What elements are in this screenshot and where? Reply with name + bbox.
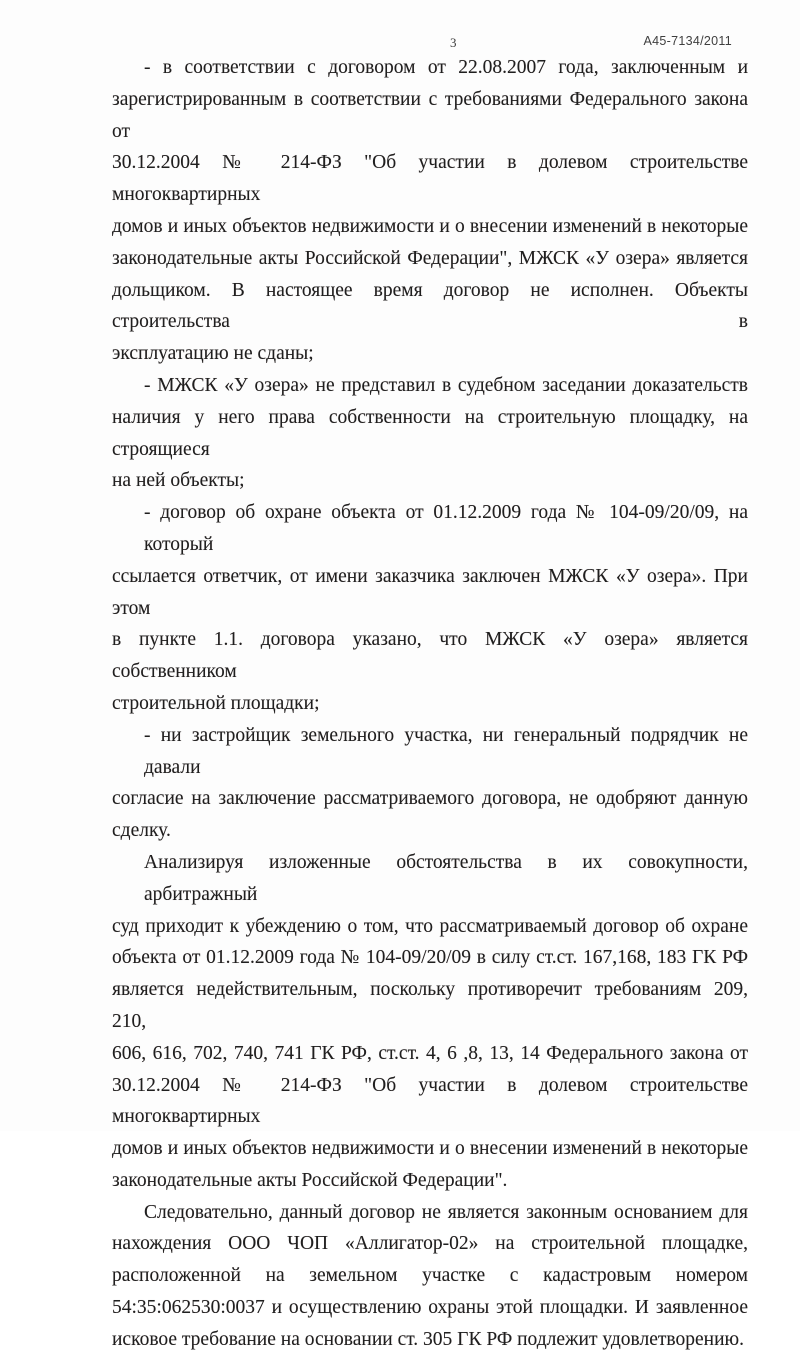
paragraph <box>112 52 748 370</box>
text-line: 54:35:062530:0037 и осуществлению охраны этой площадки. И заявленное <box>112 1297 748 1319</box>
text-line: строительной площадки; <box>112 692 320 714</box>
text-line: Анализируя изложенные обстоятельства в их совокупности, арбитражный <box>144 851 748 905</box>
text-line: согласие на заключение рассматриваемого договора, не одобряют данную <box>112 788 748 810</box>
text-line: нахождения ООО ЧОП «Аллигатор-02» на строительной площадке, <box>112 1233 748 1255</box>
text-line: - МЖСК «У озера» не представил в судебном заседании доказательств <box>144 374 748 396</box>
text-line: Следовательно, данный договор не является законным основанием для <box>144 1201 748 1223</box>
text-line: зарегистрированным в соответствии с требованиями Федерального закона от <box>112 88 748 142</box>
text-line: сделку. <box>112 820 171 842</box>
text-line: 30.12.2004 № 214-ФЗ "Об участии в долевом строительстве многоквартирных <box>112 1074 748 1128</box>
text-line: объекта от 01.12.2009 года № 104-09/20/09 в силу ст.ст. 167,168, 183 ГК РФ <box>112 947 748 969</box>
paragraph <box>112 847 748 1197</box>
paragraph <box>112 370 748 497</box>
text-line: на ней объекты; <box>112 470 245 492</box>
text-line: - ни застройщик земельного участка, ни генеральный подрядчик не давали <box>144 724 748 778</box>
text-line: эксплуатацию не сданы; <box>112 343 314 365</box>
text-line: является недействительным, поскольку противоречит требованиям 209, 210, <box>112 979 748 1032</box>
paragraph <box>112 1197 748 1356</box>
text-line: законодательные акты Российской Федерации". <box>112 1169 508 1191</box>
case-number: А45-7134/2011 <box>643 34 732 48</box>
page-number: 3 <box>450 35 457 50</box>
paragraph <box>112 720 748 847</box>
text-line: наличия у него права собственности на строительную площадку, на строящиеся <box>112 406 748 460</box>
text-line: 30.12.2004 № 214-ФЗ "Об участии в долевом строительстве многоквартирных <box>112 152 748 206</box>
text-line: исковое требование на основании ст. 305 ГК РФ подлежит удовлетворению. <box>112 1328 744 1350</box>
document-body <box>112 52 748 1356</box>
text-line: законодательные акты Российской Федерации", МЖСК «У озера» является <box>112 247 748 269</box>
paragraph <box>112 497 748 720</box>
text-line: 606, 616, 702, 740, 741 ГК РФ, ст.ст. 4, 6 ,8, 13, 14 Федерального закона от <box>112 1042 748 1064</box>
text-line: в пункте 1.1. договора указано, что МЖСК «У озера» является собственником <box>112 629 748 683</box>
text-line: ссылается ответчик, от имени заказчика заключен МЖСК «У озера». При этом <box>112 565 748 619</box>
text-line: - в соответствии с договором от 22.08.2007 года, заключенным и <box>144 57 748 78</box>
text-line: дольщиком. В настоящее время договор не исполнен. Объекты строительства в <box>112 279 748 333</box>
text-line: расположенной на земельном участке с кадастровым номером <box>112 1265 748 1287</box>
text-line: суд приходит к убеждению о том, что рассматриваемый договор об охране <box>112 915 748 937</box>
text-line: - договор об охране объекта от 01.12.2009 года № 104-09/20/09, на который <box>144 502 748 555</box>
text-line: домов и иных объектов недвижимости и о внесении изменений в некоторые <box>112 215 748 237</box>
text-line: домов и иных объектов недвижимости и о внесении изменений в некоторые <box>112 1138 748 1160</box>
